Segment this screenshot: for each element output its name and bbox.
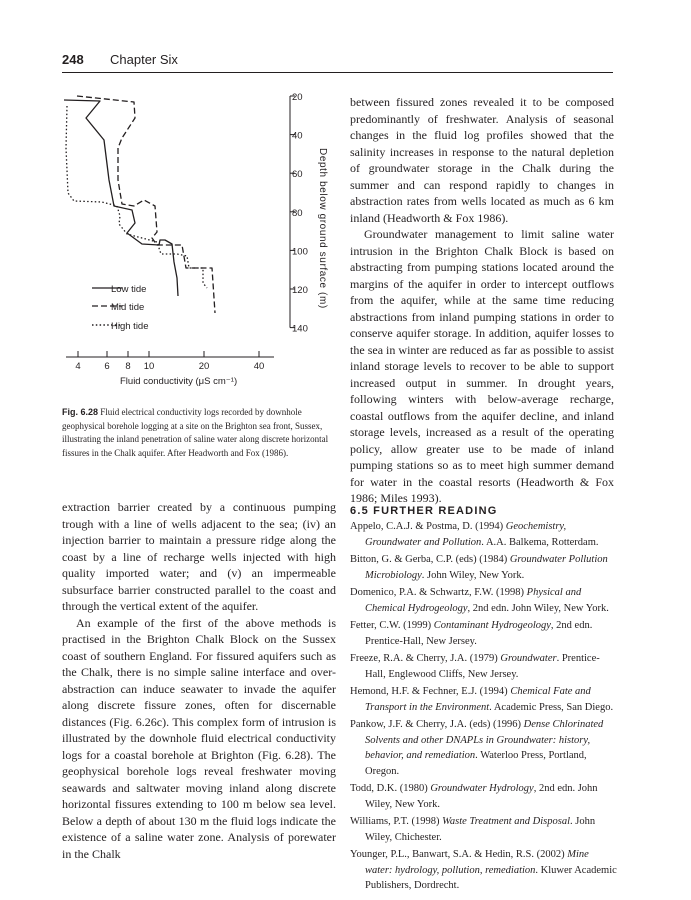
y-tick-label: 20 bbox=[292, 92, 303, 103]
right-column-text bbox=[350, 94, 614, 507]
conductivity-figure bbox=[62, 88, 334, 393]
reference-entry: Fetter, C.W. (1999) Contaminant Hydrogeology, 2nd edn. Prentice-Hall, New Jersey. bbox=[350, 620, 593, 647]
y-axis-label: Depth below ground surface (m) bbox=[317, 148, 328, 309]
x-axis-label: Fluid conductivity (μS cm⁻¹) bbox=[120, 376, 238, 387]
figure-caption bbox=[62, 406, 338, 460]
paragraph: extraction barrier created by a continuous pumping trough with a line of wells adjacent to the sea; (iv) an injection barrier to maintain a pressure ridge along the coast by a line of recharge wells injected with high quality imported water; and (v) an impermeable subsurface barrier constructed parallel to the coast and through the vertical extent of the aquifer. bbox=[62, 500, 336, 613]
y-tick-label: 80 bbox=[292, 207, 303, 219]
chapter-title: Chapter Six bbox=[110, 52, 178, 67]
reference-list bbox=[350, 519, 618, 894]
y-tick-label: 40 bbox=[292, 130, 303, 142]
page-number: 248 bbox=[62, 52, 84, 67]
legend bbox=[92, 284, 149, 332]
legend-high-tide: High tide bbox=[111, 321, 149, 332]
paragraph: An example of the first of the above methods is practised in the Brighton Chalk Block on the Sussex coast of southern England. For fissured aquifers such as the Chalk, there is no simple saline interface and over-abstraction can induce seawater to invade the aquifer along discrete fissure zones, often for discernable distances (Fig. 6.26c). This complex form of intrusion is illustrated by the downhole fluid electrical conductivity logs for a coastal borehole at Brighton (Fig. 6.28). The geophysical borehole logs reveal freshwater moving seawards and saltwater moving inland along discrete horizontal fissures extending to 100 m below sea level. Below a depth of about 130 m the fluid logs indicate the existence of a saline water zone. Analysis of porewater in the Chalk bbox=[62, 615, 336, 861]
conductivity-axis bbox=[66, 351, 274, 372]
left-column-text bbox=[62, 499, 336, 862]
reference-entry: Domenico, P.A. & Schwartz, F.W. (1998) Physical and Chemical Hydrogeology, 2nd edn. John Wiley, New York. bbox=[350, 587, 609, 614]
x-tick-label: 8 bbox=[125, 361, 131, 372]
x-tick-label: 4 bbox=[75, 361, 81, 372]
x-tick-label: 20 bbox=[198, 361, 210, 372]
high-tide-curve bbox=[66, 106, 207, 288]
y-tick-label: 100 bbox=[292, 246, 308, 258]
figure-caption-label: Fig. 6.28 bbox=[62, 407, 99, 417]
further-reading-section bbox=[350, 505, 618, 896]
reference-entry: Hemond, H.F. & Fechner, E.J. (1994) Chemical Fate and Transport in the Environment. Academic Press, San Diego. bbox=[350, 686, 614, 713]
reference-entry: Pankow, J.F. & Cherry, J.A. (eds) (1996) Dense Chlorinated Solvents and other DNAPLs in Groundwater: history, behavior, and remediation. Waterloo Press, Portland, Oregon. bbox=[350, 719, 604, 777]
x-tick-label: 40 bbox=[253, 361, 265, 372]
reference-entry: Todd, D.K. (1980) Groundwater Hydrology, 2nd edn. John Wiley, New York. bbox=[350, 783, 598, 810]
y-tick-label: 60 bbox=[292, 169, 303, 181]
reference-entry: Younger, P.L., Banwart, S.A. & Hedin, R.S. (2002) Mine water: hydrology, pollution, remediation. Kluwer Academic Publishers, Dordrecht. bbox=[350, 849, 617, 891]
reference-entry: Williams, P.T. (1998) Waste Treatment and Disposal. John Wiley, Chichester. bbox=[350, 816, 596, 843]
reference-entry: Bitton, G. & Gerba, C.P. (eds) (1984) Groundwater Pollution Microbiology. John Wiley, New York. bbox=[350, 554, 608, 581]
reference-entry: Freeze, R.A. & Cherry, J.A. (1979) Groundwater. Prentice-Hall, Englewood Cliffs, New Jersey. bbox=[350, 653, 600, 680]
section-heading: 6.5 FURTHER READING bbox=[350, 505, 498, 517]
x-tick-label: 10 bbox=[143, 361, 155, 372]
y-tick-label: 120 bbox=[292, 285, 308, 296]
x-tick-label: 6 bbox=[104, 361, 110, 372]
legend-low-tide: Low tide bbox=[111, 284, 147, 295]
running-header bbox=[62, 52, 613, 73]
paragraph: Groundwater management to limit saline water intrusion in the Brighton Chalk Block is based on abstracting from pumping stations located around the margins of the aquifer in order to intercept outflows from the aquifer, while at the same time reducing abstractions from inland pumping stations in order to conserve aquifer storage. In addition, aquifer losses to the sea in winter are reduced as far as possible to assist inland storage levels to recover to be able to support increased output in summer. In drought years, following winters with below-average recharge, coastal outflows from the aquifer decline, and inland storage levels, increased as a result of the operating policy, allow greater use to be made of inland pumping stations so as to meet high summer demand for water in the coastal resorts (Headworth & Fox 1986; Miles 1993). bbox=[350, 227, 614, 505]
y-tick-label: 140 bbox=[292, 323, 308, 335]
reference-entry: Appelo, C.A.J. & Postma, D. (1994) Geochemistry, Groundwater and Pollution. A.A. Balkema, Rotterdam. bbox=[350, 521, 599, 548]
depth-axis bbox=[290, 92, 308, 335]
paragraph: between fissured zones revealed it to be composed predominantly of freshwater. Analysis of seasonal changes in the fluid log profiles showed that the salinity increases in response to the natural depletion of groundwater storage in the Chalk during the summer and can respond rapidly to changes in abstraction rates from wells located as much as 6 km inland (Headworth & Fox 1986). bbox=[350, 95, 614, 225]
figure-caption-text: Fluid electrical conductivity logs recorded by downhole geophysical borehole logging at a site on the Brighton sea front, Sussex, illustrating the inland penetration of saline water along discrete horizontal fissures in the Chalk aquifer. After Headworth and Fox (1986). bbox=[62, 407, 329, 458]
mid-tide-curve bbox=[77, 96, 215, 313]
legend-mid-tide: Mid tide bbox=[111, 302, 145, 313]
